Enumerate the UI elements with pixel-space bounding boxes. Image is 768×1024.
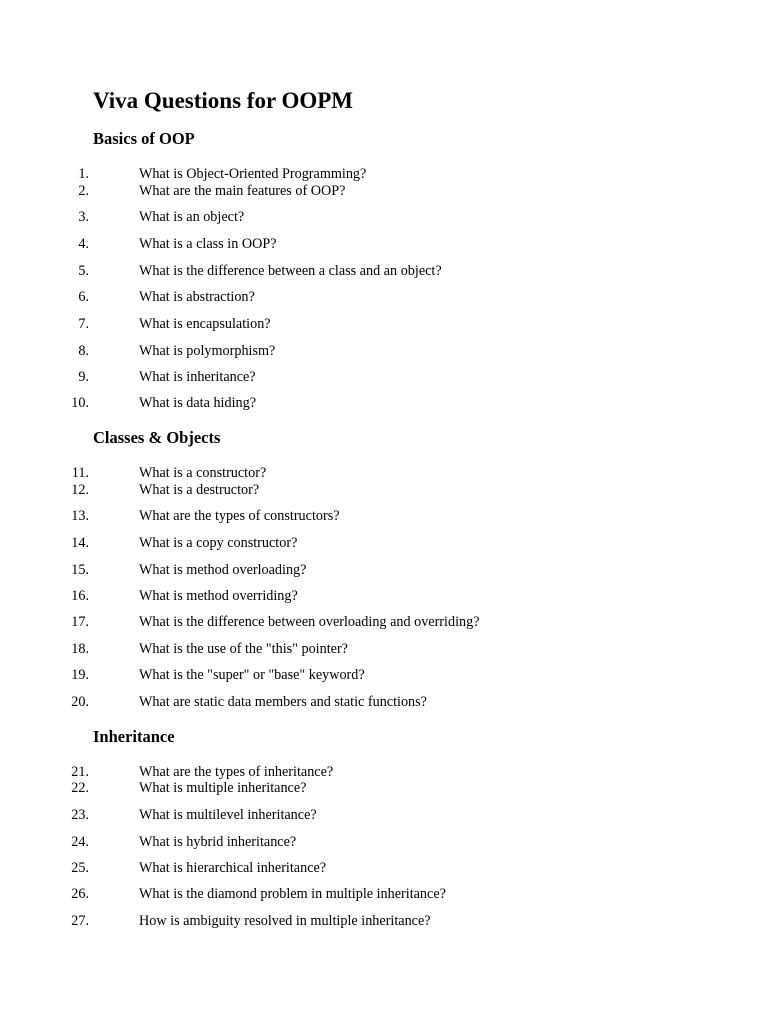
question-text: What is polymorphism? xyxy=(139,343,276,359)
question-text: What is multilevel inheritance? xyxy=(139,807,317,823)
question-number: 17. xyxy=(71,614,89,630)
question-number: 15. xyxy=(71,562,89,578)
question-text: What are the main features of OOP? xyxy=(139,183,346,199)
question-text: What are the types of constructors? xyxy=(139,508,340,524)
question-text: What is hybrid inheritance? xyxy=(139,834,297,850)
question-number: 3. xyxy=(78,209,89,225)
question-number: 5. xyxy=(78,263,89,279)
question-number: 10. xyxy=(71,395,89,411)
question-text: What is an object? xyxy=(139,209,245,225)
question-text: What is multiple inheritance? xyxy=(139,780,307,796)
question-number: 7. xyxy=(78,316,89,332)
question-text: What is encapsulation? xyxy=(139,316,271,332)
question-text: What is the "super" or "base" keyword? xyxy=(139,667,365,683)
question-number: 13. xyxy=(71,508,89,524)
question-text: What are static data members and static functions? xyxy=(139,694,427,710)
question-text: What is method overriding? xyxy=(139,588,298,604)
question-number: 24. xyxy=(71,834,89,850)
question-text: What is a constructor? xyxy=(139,465,267,481)
question-number: 21. xyxy=(71,764,89,780)
section-heading: Basics of OOP xyxy=(93,129,195,148)
question-number: 12. xyxy=(71,482,89,498)
question-text: What is method overloading? xyxy=(139,562,307,578)
question-text: What is hierarchical inheritance? xyxy=(139,860,327,876)
question-number: 22. xyxy=(71,780,89,796)
question-number: 2. xyxy=(78,183,89,199)
question-text: What is the use of the "this" pointer? xyxy=(139,641,348,657)
question-number: 4. xyxy=(78,236,89,252)
question-text: What is Object-Oriented Programming? xyxy=(139,166,367,182)
question-number: 1. xyxy=(78,166,89,182)
question-text: What is data hiding? xyxy=(139,395,257,411)
question-text: What is a copy constructor? xyxy=(139,535,298,551)
question-number: 26. xyxy=(71,886,89,902)
question-number: 20. xyxy=(71,694,89,710)
question-text: What is the difference between a class and an object? xyxy=(139,263,442,279)
question-text: What is the diamond problem in multiple inheritance? xyxy=(139,886,446,902)
question-number: 9. xyxy=(78,369,89,385)
question-text: What is inheritance? xyxy=(139,369,256,385)
question-number: 23. xyxy=(71,807,89,823)
section-heading: Classes & Objects xyxy=(93,428,221,447)
question-number: 18. xyxy=(71,641,89,657)
question-text: What is a destructor? xyxy=(139,482,260,498)
question-text: What is a class in OOP? xyxy=(139,236,277,252)
question-number: 19. xyxy=(71,667,89,683)
question-number: 8. xyxy=(78,343,89,359)
question-number: 27. xyxy=(71,913,89,929)
question-text: What is the difference between overloading and overriding? xyxy=(139,614,480,630)
question-text: How is ambiguity resolved in multiple inheritance? xyxy=(139,913,431,929)
document-title: Viva Questions for OOPM xyxy=(93,88,354,113)
question-text: What is abstraction? xyxy=(139,289,255,305)
question-number: 6. xyxy=(78,289,89,305)
question-number: 16. xyxy=(71,588,89,604)
question-number: 11. xyxy=(71,465,89,481)
question-number: 25. xyxy=(71,860,89,876)
question-number: 14. xyxy=(71,535,89,551)
section-heading: Inheritance xyxy=(93,727,175,746)
question-text: What are the types of inheritance? xyxy=(139,764,334,780)
